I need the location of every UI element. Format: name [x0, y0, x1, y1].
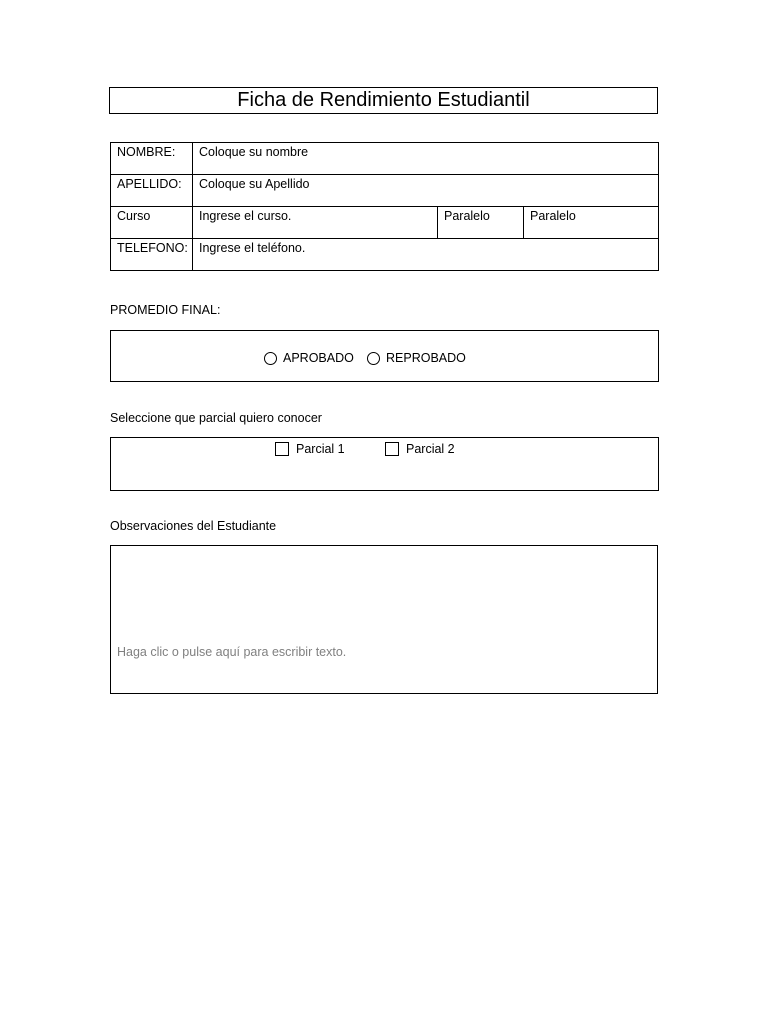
parcial-1-option[interactable] — [275, 442, 345, 456]
observaciones-placeholder[interactable]: Haga clic o pulse aquí para escribir texto. — [117, 645, 347, 659]
parcial-label: Seleccione que parcial quiero conocer — [110, 411, 322, 425]
reprobado-label: REPROBADO — [386, 351, 466, 365]
radio-circle-icon[interactable] — [264, 352, 277, 365]
telefono-label: TELEFONO: — [111, 239, 193, 271]
parcial-1-label: Parcial 1 — [296, 442, 345, 456]
aprobado-label: APROBADO — [283, 351, 354, 365]
paralelo-field[interactable]: Paralelo — [524, 207, 659, 239]
telefono-field[interactable]: Ingrese el teléfono. — [193, 239, 659, 271]
curso-field[interactable]: Ingrese el curso. — [193, 207, 438, 239]
observaciones-textarea[interactable] — [110, 545, 658, 694]
checkbox-icon[interactable] — [385, 442, 399, 456]
promedio-final-label: PROMEDIO FINAL: — [110, 303, 221, 317]
observaciones-label: Observaciones del Estudiante — [110, 519, 277, 533]
student-info-table — [110, 142, 659, 271]
apellido-label: APELLIDO: — [111, 175, 193, 207]
apellido-field[interactable]: Coloque su Apellido — [193, 175, 659, 207]
table-row-nombre — [111, 143, 659, 175]
table-row-telefono — [111, 239, 659, 271]
nombre-label: NOMBRE: — [111, 143, 193, 175]
curso-label: Curso — [111, 207, 193, 239]
document-title: Ficha de Rendimiento Estudiantil — [109, 87, 658, 114]
radio-circle-icon[interactable] — [367, 352, 380, 365]
reprobado-option[interactable] — [367, 351, 466, 365]
parcial-2-option[interactable] — [385, 442, 455, 456]
paralelo-label: Paralelo — [438, 207, 524, 239]
table-row-curso — [111, 207, 659, 239]
checkbox-icon[interactable] — [275, 442, 289, 456]
nombre-field[interactable]: Coloque su nombre — [193, 143, 659, 175]
parcial-2-label: Parcial 2 — [406, 442, 455, 456]
table-row-apellido — [111, 175, 659, 207]
aprobado-option[interactable] — [264, 351, 354, 365]
